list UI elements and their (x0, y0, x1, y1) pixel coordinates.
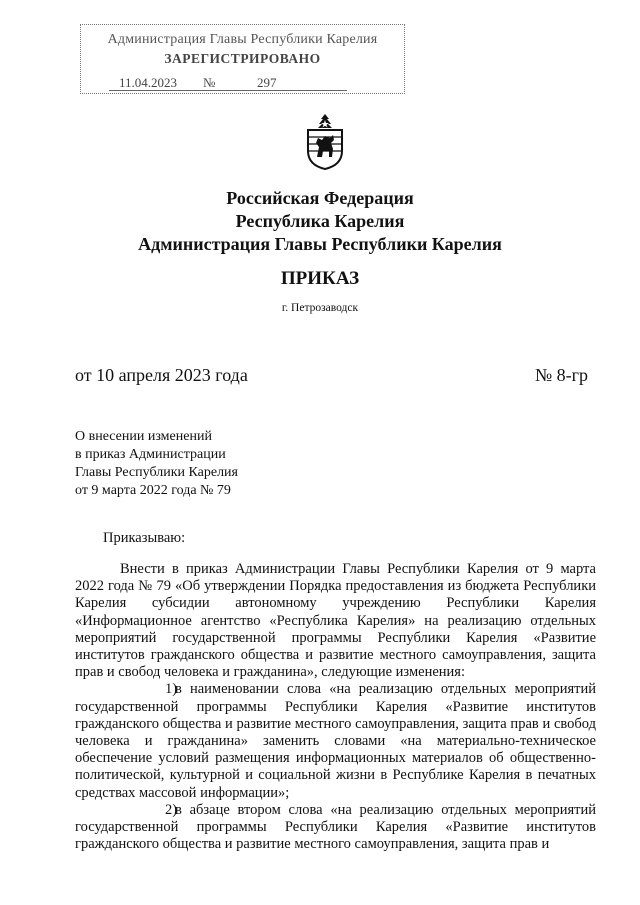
stamp-number-label: № (203, 75, 216, 90)
registration-stamp (80, 24, 405, 94)
stamp-underline (109, 90, 347, 91)
order-body (75, 561, 596, 853)
subject-line: в приказ Администрации (75, 447, 226, 462)
subject-line: Главы Республики Карелия (75, 465, 238, 480)
administration-title: Администрация Главы Республики Карелия (138, 234, 502, 254)
order-command: Приказываю: (103, 530, 186, 546)
list-item-number: 1) (165, 681, 178, 698)
country-title: Российская Федерация (226, 188, 414, 208)
stamp-number: 297 (257, 75, 277, 90)
stamp-org: Администрация Главы Республики Карелия (107, 32, 378, 47)
stamp-date: 11.04.2023 (119, 75, 178, 90)
list-item-text: в наименовании слова «на реализацию отдельных мероприятий государственной программы Республики Карелия «Развитие институтов гражданского общества и развитие местного самоуправления, защита прав и свобод человека и гражданина» заменить словами «на материально-техническое обеспечение условий размещения информационных материалов об общественно-политической, культурной и социальной жизни в Республике Карелия в печатных средствах массовой информации»; (75, 681, 596, 801)
stamp-status: ЗАРЕГИСТРИРОВАНО (164, 51, 321, 66)
subject-line: от 9 марта 2022 года № 79 (75, 483, 231, 498)
body-intro: Внести в приказ Администрации Главы Республики Карелия от 9 марта 2022 года № 79 «Об утверждении Порядка предоставления из бюджета Республики Карелия субсидии автономному учреждению Республики Карелия «Информационное агентство «Республика Карелия» на реализацию отдельных мероприятий государственной программы Республики Карелия «Развитие институтов гражданского общества и развитие местного самоуправления, защита прав и свобод человека и гражданина», следующие изменения: (75, 561, 596, 681)
city: г. Петрозаводск (281, 302, 359, 314)
subject-block (75, 428, 238, 500)
list-item-text: в абзаце втором слова «на реализацию отдельных мероприятий государственной программы Республики Карелия «Развитие институтов гражданского общества и развитие местного самоуправления, защита прав и (75, 801, 596, 853)
order-number: № 8-гр (534, 365, 588, 385)
list-item (75, 681, 596, 801)
republic-title: Республика Карелия (235, 211, 405, 231)
document-type: ПРИКАЗ (280, 268, 360, 289)
list-item-number: 2) (165, 801, 178, 818)
order-date: от 10 апреля 2023 года (75, 365, 248, 385)
karelia-coat-of-arms-icon (304, 113, 346, 171)
list-item (75, 802, 596, 854)
subject-line: О внесении изменений (75, 429, 212, 444)
